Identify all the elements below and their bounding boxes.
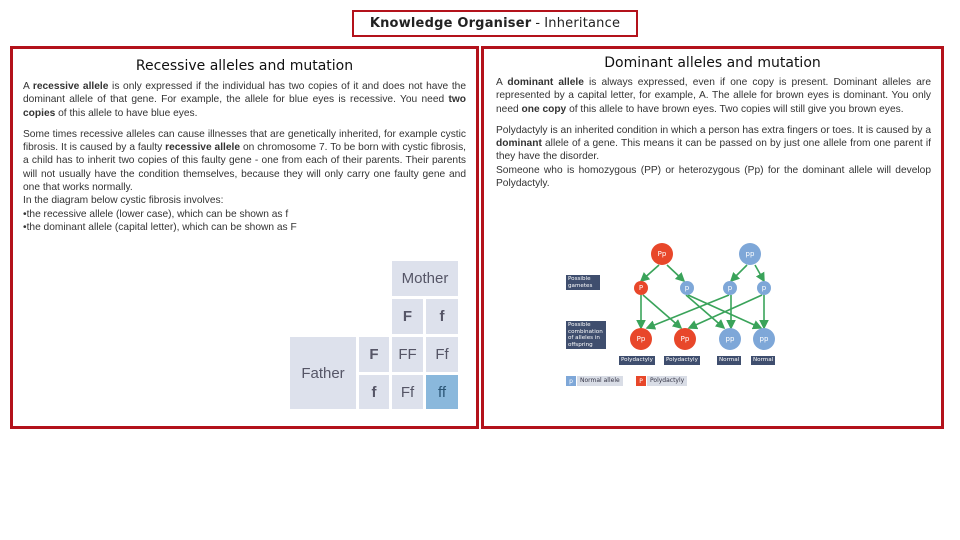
parent-pp: pp xyxy=(739,243,761,265)
key-polydactyly-swatch: P xyxy=(636,376,646,386)
punnett-square xyxy=(290,261,460,411)
recessive-panel xyxy=(10,46,479,429)
offspring-Pp-1: Pp xyxy=(630,328,652,350)
offspring-pp-1: pp xyxy=(719,328,741,350)
page-title xyxy=(352,10,638,37)
dominant-heading: Dominant alleles and mutation xyxy=(604,55,821,71)
text-run: of this allele to have blue eyes. xyxy=(55,107,198,119)
arrow-p1-to-o1 xyxy=(647,295,729,328)
bold-term: recessive allele xyxy=(165,142,241,154)
father-allele-F: F xyxy=(359,337,389,372)
text-run: Some times recessive alleles can cause illnesses that are genetically inherited, for example cystic fibrosis. It is caused by a faulty xyxy=(23,128,466,154)
father-allele-f: f xyxy=(359,375,389,409)
dominant-paragraph-1 xyxy=(496,76,931,116)
bold-term: one copy xyxy=(521,103,567,115)
text-run: on chromosome 7. To be born with cystic fibrosis, a child has to inherit two copies of this faulty gene - one from each of their parents. Their parents will not usually have the condition themselves, because they will only carry one faulty gene and one that works normally. xyxy=(23,142,466,194)
arrow-parent1-P xyxy=(641,265,659,281)
text-run: is always expressed, even if one copy is present. Dominant alleles are represented by a capital letter, for example, A. The allele for brown eyes is dominant. You only need xyxy=(496,77,931,115)
bold-term: two copies xyxy=(23,94,466,119)
bold-term: recessive allele xyxy=(32,81,109,92)
bold-term: dominant allele xyxy=(507,77,584,88)
dominant-panel xyxy=(481,46,944,429)
gametes-label: Possible gametes xyxy=(566,275,600,290)
gamete-p-3: p xyxy=(757,281,771,295)
parent-Pp: Pp xyxy=(651,243,673,265)
polydactyly-inheritance-diagram xyxy=(559,239,789,389)
title-main: Knowledge Organiser xyxy=(369,16,532,31)
dominant-paragraph-3: Someone who is homozygous (PP) or heterozygous (Pp) for the dominant allele will develop Polydactyly. xyxy=(496,164,931,190)
mother-allele-F: F xyxy=(392,299,423,334)
text-run: allele of a gene. This means it can be passed on by just one allele from one parent if they have the disorder. xyxy=(496,138,931,163)
text-run: A xyxy=(23,81,33,92)
offspring-combination-label: Possible combination of alleles in offspring xyxy=(566,321,606,349)
phenotype-3: Normal xyxy=(719,357,740,363)
recessive-paragraph-3: In the diagram below cystic fibrosis involves: xyxy=(23,195,224,207)
text-run: A xyxy=(496,77,508,88)
mother-allele-f: f xyxy=(426,299,458,334)
recessive-paragraph-2 xyxy=(23,128,466,194)
key-normal-swatch: p xyxy=(566,376,576,386)
bold-term: dominant xyxy=(496,138,542,150)
offspring-FF: FF xyxy=(392,337,423,372)
bullet-dominant: •the dominant allele (capital letter), which can be shown as F xyxy=(23,221,297,233)
key-normal-label: Normal allele xyxy=(577,376,623,386)
gamete-p-1: p xyxy=(680,281,694,295)
arrow-P-to-o2 xyxy=(643,295,681,328)
gamete-p-2: p xyxy=(723,281,737,295)
father-label: Father xyxy=(290,337,356,409)
phenotype-4: Normal xyxy=(753,357,774,363)
text-run: of this allele to have brown eyes. Two copies will still give you brown eyes. xyxy=(566,103,904,115)
offspring-Ff-bottom: Ff xyxy=(392,375,423,409)
key-polydactyly-label: Polydactyly xyxy=(647,376,687,386)
text-run: Polydactyly is an inherited condition in which a person has extra fingers or toes. It is caused by a xyxy=(496,124,931,136)
text-run: is only expressed if the individual has two copies of it and does not have the dominant allele of that gene. For example, the allele for blue eyes is recessive. You need xyxy=(23,81,466,106)
offspring-Pp-2: Pp xyxy=(674,328,696,350)
recessive-paragraph-1 xyxy=(23,80,466,120)
offspring-Ff-top: Ff xyxy=(426,337,458,372)
arrow-parent2-p2 xyxy=(755,265,764,281)
bullet-recessive: •the recessive allele (lower case), which can be shown as f xyxy=(23,208,289,220)
phenotype-2: Polydactyly xyxy=(666,357,698,363)
offspring-ff: ff xyxy=(426,375,458,409)
title-sub: Inheritance xyxy=(544,16,621,31)
recessive-heading: Recessive alleles and mutation xyxy=(135,58,354,74)
offspring-pp-2: pp xyxy=(753,328,775,350)
arrow-parent2-p1 xyxy=(731,265,747,281)
phenotype-1: Polydactyly xyxy=(621,357,653,363)
mother-label: Mother xyxy=(392,261,458,296)
gamete-P: P xyxy=(634,281,648,295)
title-separator: - xyxy=(535,16,541,31)
dominant-paragraph-2 xyxy=(496,124,931,164)
arrow-parent1-p xyxy=(667,265,684,281)
